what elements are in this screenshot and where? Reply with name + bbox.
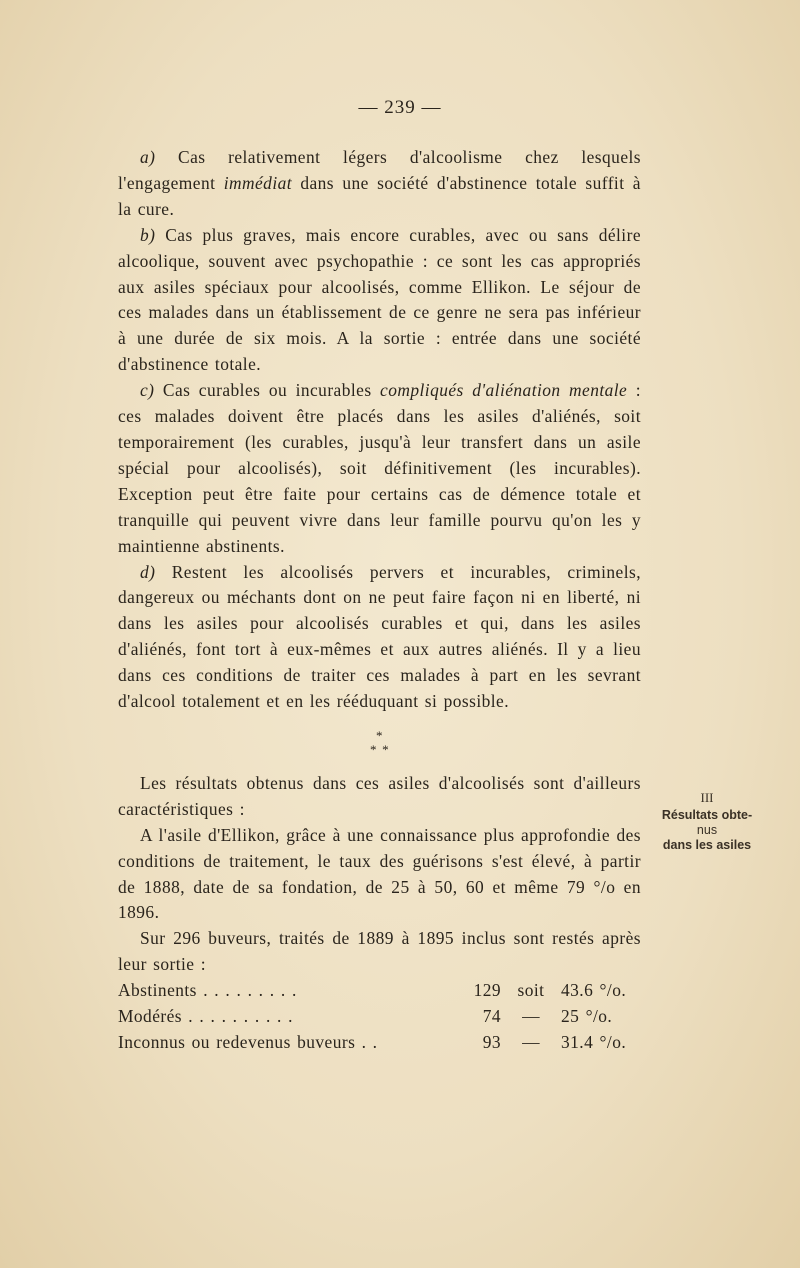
section-separator xyxy=(118,729,641,757)
margin-note-line-2: nus xyxy=(696,823,718,837)
paragraph-c xyxy=(118,378,641,559)
row-separator: — xyxy=(522,1006,540,1027)
margin-note-numeral: III xyxy=(700,790,714,805)
separator-top-star: * xyxy=(376,727,383,743)
paragraph-b xyxy=(118,223,641,378)
paragraph-d xyxy=(118,560,641,715)
paragraph-c-text-1: Cas curables ou incurables xyxy=(162,380,372,401)
results-ellikon: A l'asile d'Ellikon, grâce à une connaissance plus approfondie des conditions de traitement, le taux des guérisons s'est élevé, à partir de 1888, date de sa fondation, de 25 à 50, 60 et même 79 °/o en 1896. xyxy=(118,824,641,923)
table-row xyxy=(118,1004,641,1030)
row-percent: 43.6 °/o. xyxy=(561,980,627,1001)
row-separator: — xyxy=(522,1032,540,1052)
row-label: Inconnus ou redevenus buveurs . . xyxy=(118,1032,378,1052)
results-survey: Sur 296 buveurs, traités de 1889 à 1895 inclus sont restés après leur sortie : xyxy=(118,928,641,975)
page-number: — 239 — xyxy=(358,97,442,118)
row-count: 93 xyxy=(482,1032,501,1052)
paragraph-d-text: Restent les alcoolisés pervers et incurables, criminels, dangereux ou méchants dont on ne peut faire façon ni en liberté, ni dans les asiles pour alcoolisés curables et qui, dans les asiles d'aliénés, font tort à eux-mêmes et aux autres aliénés. Il y a lieu dans ces conditions de traiter ces malades à part en les sevrant d'alcool totalement et en les rééduquant si possible. xyxy=(118,561,641,712)
results-intro: Les résultats obtenus dans ces asiles d'alcoolisés sont d'ailleurs caractéristiques : xyxy=(118,772,641,819)
row-separator: soit xyxy=(517,980,545,1001)
row-percent: 25 °/o. xyxy=(561,1006,613,1027)
item-label-c: c) xyxy=(140,380,155,401)
paragraph-a-emphasis: immédiat xyxy=(223,172,293,193)
table-row xyxy=(118,978,641,1004)
paragraph-c-emphasis: compliqués d'aliénation mentale xyxy=(380,380,628,401)
row-count: 129 xyxy=(473,980,501,1001)
main-text xyxy=(118,145,641,1056)
item-label-d: d) xyxy=(140,561,156,582)
results-table xyxy=(118,978,641,1056)
paragraph-b-text: Cas plus graves, mais encore curables, avec ou sans délire alcoolique, souvent avec psychopathie : ce sont les cas appropriés aux asiles spéciaux pour alcoolisés, comme Ellikon. Le séjour de ces malades dans un établissement de ce genre ne sera pas inférieur à une durée de six mois. A la sortie : entrée dans une société d'abstinence totale. xyxy=(118,224,641,375)
separator-bottom-stars: * * xyxy=(369,741,390,757)
margin-note xyxy=(648,790,766,853)
row-label: Modérés . . . . . . . . . . xyxy=(118,1006,293,1027)
paragraph-a-text-1: Cas relativement légers d'alcoolisme chez lesquels l'engagement xyxy=(118,147,641,193)
margin-note-line-1: Résultats obte- xyxy=(661,808,753,822)
margin-note-line-3: dans les asiles xyxy=(662,838,752,852)
item-label-b: b) xyxy=(140,224,156,245)
paragraph-a-text-2: dans une société d'abstinence totale suffit à la cure. xyxy=(118,172,641,219)
row-label: Abstinents . . . . . . . . . xyxy=(118,980,297,1001)
item-label-a: a) xyxy=(140,147,156,167)
row-percent: 31.4 °/o. xyxy=(561,1032,627,1052)
paragraph-a xyxy=(118,145,641,223)
row-count: 74 xyxy=(482,1006,501,1027)
paragraph-c-text-2: : ces malades doivent être placés dans les asiles d'aliénés, soit temporairement (les curables, jusqu'à leur transfert dans un asile spécial pour alcoolisés), soit définitivement (les incurables). Exception peut être faite pour certains cas de démence totale et tranquille qui peuvent vivre dans leur famille pourvu qu'on les y maintienne abstinents. xyxy=(118,380,641,556)
table-row xyxy=(118,1030,641,1056)
